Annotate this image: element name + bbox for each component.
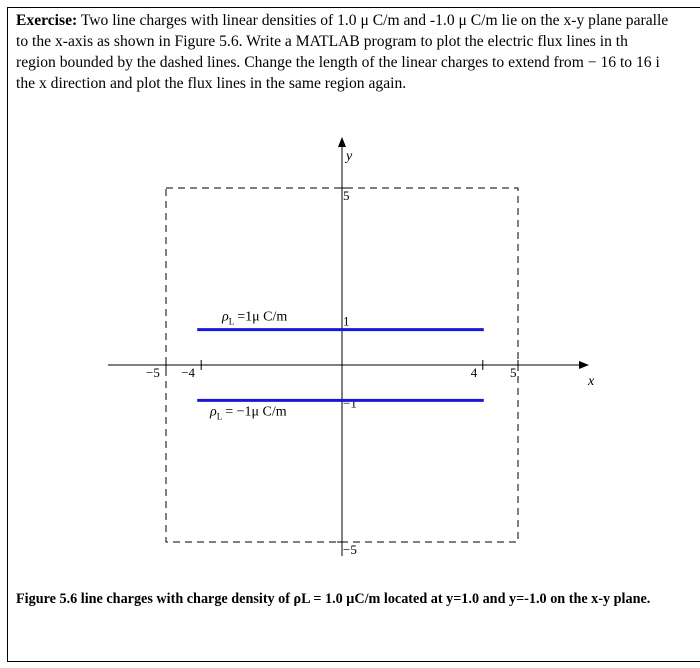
x-tick-label: −4 — [181, 365, 196, 380]
x-tick-label: 5 — [510, 365, 517, 380]
y-tick-label: −5 — [343, 542, 357, 557]
exercise-line-4: the x direction and plot the flux lines in the same region again. — [16, 75, 407, 92]
x-axis-label: x — [588, 374, 595, 389]
x-tick-label: −5 — [146, 365, 160, 380]
x-tick-label: 4 — [470, 365, 478, 380]
y-axis-label: y — [346, 149, 353, 164]
exercise-line-3: region bounded by the dashed lines. Change the length of the linear charges to extend from − 16 to 16 i — [16, 54, 660, 71]
line-charge-label: $\rho_L = -1\mu$ C/m — [210, 404, 287, 422]
y-tick-label: 1 — [343, 313, 350, 329]
exercise-label: Exercise: — [16, 12, 78, 29]
line-charge-label: $\rho_L =1\mu$ C/m — [222, 309, 288, 327]
exercise-line-1: Exercise: Two line charges with linear densities of 1.0 μ C/m and -1.0 μ C/m lie on the x-y plane paralle — [16, 12, 669, 29]
y-tick-label: 5 — [343, 188, 350, 203]
y-tick-label: −1 — [343, 395, 357, 411]
figure-caption: Figure 5.6 line charges with charge density of ρL = 1.0 μC/m located at y=1.0 and y=-1.0 on the x-y plane. — [16, 591, 651, 607]
exercise-line-2: to the x-axis as shown in Figure 5.6. Write a MATLAB program to plot the electric flux lines in th — [16, 33, 628, 50]
